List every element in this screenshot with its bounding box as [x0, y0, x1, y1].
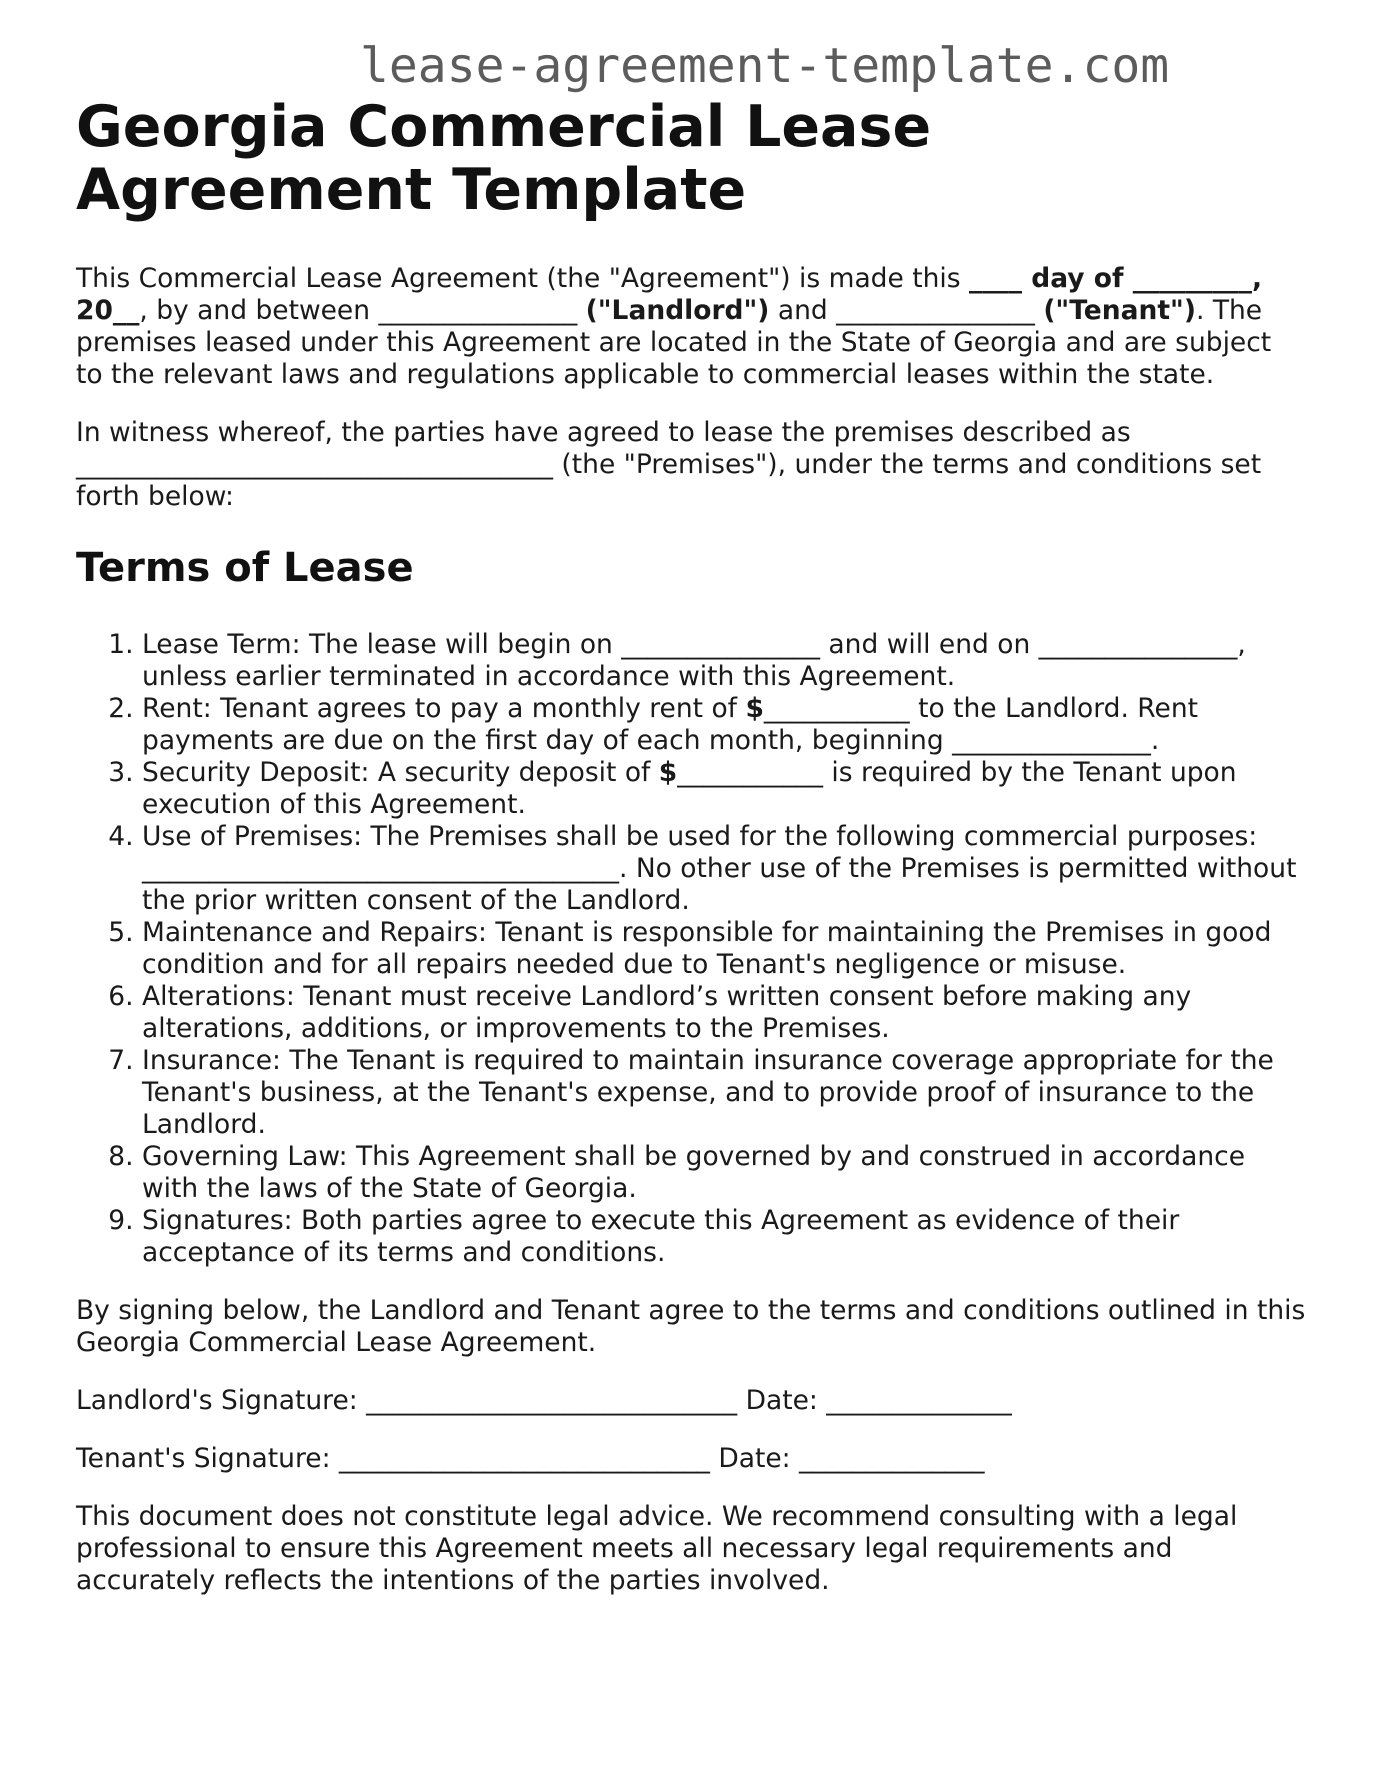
- term-lease-term: 1. Lease Term: The lease will begin on _______________ and will end on _______________, unless earlier terminated in accordance with this Agreement.: [142, 629, 1306, 693]
- terms-list: [76, 629, 1306, 1269]
- term-alterations: 6. Alterations: Tenant must receive Landlord’s written consent before making any alterations, additions, or improvements to the Premises.: [142, 981, 1306, 1045]
- landlord-signature-line: Landlord's Signature: ____________________________ Date: ______________: [76, 1385, 1012, 1416]
- term-deposit-rest: ___________ is required by the Tenant upon execution of this Agreement.: [142, 757, 1237, 820]
- landlord-label: ("Landlord"): [585, 295, 770, 326]
- intro-paragraph: [76, 263, 1306, 391]
- intro-text-3: and _______________: [769, 295, 1044, 326]
- intro-text-1: This Commercial Lease Agreement (the "Agreement") is made this: [76, 263, 970, 294]
- term-signatures: 9. Signatures: Both parties agree to execute this Agreement as evidence of their acceptance of its terms and conditions.: [142, 1205, 1306, 1269]
- intro-text-2: , by and between _______________: [139, 295, 586, 326]
- term-governing-law: 8. Governing Law: This Agreement shall be governed by and construed in accordance with the laws of the State of Georgia.: [142, 1141, 1306, 1205]
- document-title: Georgia Commercial Lease Agreement Template: [76, 94, 932, 223]
- tenant-signature-line: Tenant's Signature: ____________________________ Date: ______________: [76, 1443, 985, 1474]
- terms-heading: Terms of Lease: [76, 545, 414, 591]
- intro-text-4: . The premises leased under this Agreement are located in the State of Georgia and are subject to the relevant laws and regulations applicable to commercial leases within the state.: [76, 295, 1272, 390]
- closing-paragraph: By signing below, the Landlord and Tenant agree to the terms and conditions outlined in this Georgia Commercial Lease Agreement.: [76, 1295, 1306, 1358]
- term-rent-text: Rent: Tenant agrees to pay a monthly rent of: [142, 693, 746, 724]
- term-insurance: 7. Insurance: The Tenant is required to maintain insurance coverage appropriate for the Tenant's business, at the Tenant's expense, and to provide proof of insurance to the Landlord.: [142, 1045, 1306, 1141]
- term-rent: [142, 693, 1306, 757]
- term-security-deposit: [142, 757, 1306, 821]
- disclaimer-paragraph: This document does not constitute legal advice. We recommend consulting with a legal professional to ensure this Agreement meets all necessary legal requirements and accurately reflects the intentions of the parties involved.: [76, 1501, 1238, 1596]
- term-rent-dollar: $: [745, 693, 764, 724]
- term-deposit-text: Security Deposit: A security deposit of: [142, 757, 659, 788]
- term-rent-rest: ___________ to the Landlord. Rent payments are due on the first day of each month, beginning _______________.: [142, 693, 1199, 756]
- document-body: [76, 96, 1306, 1597]
- watermark: lease-agreement-template.com: [360, 38, 1170, 94]
- term-use-of-premises: 4. Use of Premises: The Premises shall be used for the following commercial purposes: ____________________________________. No other use of the Premises is permitted without the prior written consent of the Landlord.: [142, 821, 1306, 917]
- tenant-label: ("Tenant"): [1043, 295, 1196, 326]
- term-deposit-dollar: $: [658, 757, 678, 788]
- term-maintenance: 5. Maintenance and Repairs: Tenant is responsible for maintaining the Premises in good condition and for all repairs needed due to Tenant's negligence or misuse.: [142, 917, 1306, 981]
- intro-date-blank: ____ day of _________, 20__: [76, 263, 1263, 326]
- witness-paragraph: In witness whereof, the parties have agreed to lease the premises described as ____________________________________ (the "Premises"), under the terms and conditions set forth below:: [76, 417, 1262, 512]
